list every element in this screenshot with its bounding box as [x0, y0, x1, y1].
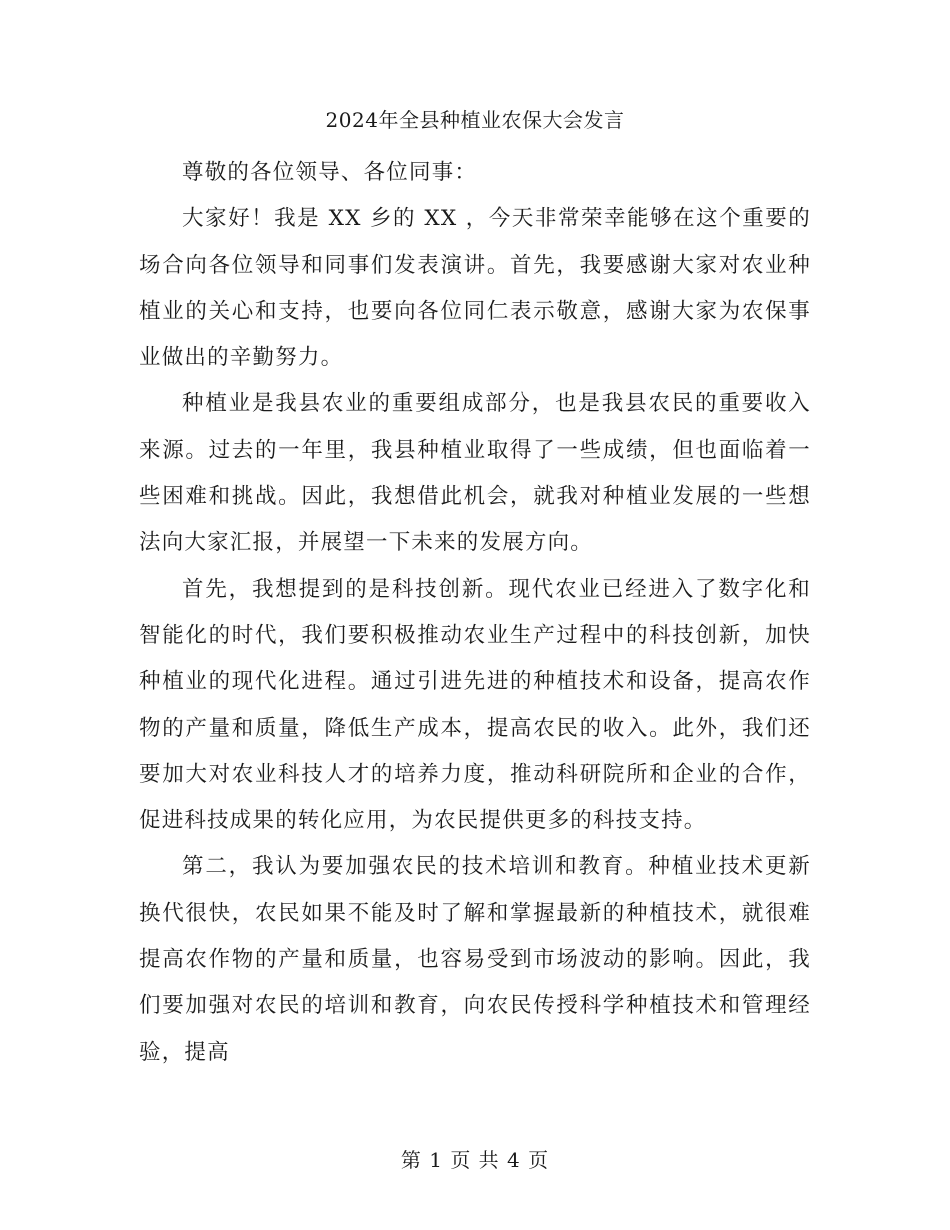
- paragraph-farmer-training: 第二，我认为要加强农民的技术培训和教育。种植业技术更新换代很快，农民如果不能及时了解和掌握最新的种植技术，就很难提高农作物的产量和质量，也容易受到市场波动的影响。因此，我们要加强对农民的培训和教育，向农民传授科学种植技术和管理经验，提高: [139, 854, 811, 1065]
- page-number-footer: 第 1 页 共 4 页: [400, 1148, 550, 1172]
- document-body: [139, 150, 811, 1076]
- document-title: 2024年全县种植业农保大会发言: [325, 108, 625, 132]
- paragraph-greeting: 大家好！我是 XX 乡的 XX ，今天非常荣幸能够在这个重要的场合向各位领导和同事们发表演讲。首先，我要感谢大家对农业种植业的关心和支持，也要向各位同仁表示敬意，感谢大家为农保事业做出的辛勤努力。: [139, 206, 811, 371]
- paragraph-planting-overview: 种植业是我县农业的重要组成部分，也是我县农民的重要收入来源。过去的一年里，我县种植业取得了一些成绩，但也面临着一些困难和挑战。因此，我想借此机会，就我对种植业发展的一些想法向大家汇报，并展望一下未来的发展方向。: [139, 391, 811, 556]
- paragraph-salutation: 尊敬的各位领导、各位同事：: [182, 160, 478, 185]
- paragraph-tech-innovation: 首先，我想提到的是科技创新。现代农业已经进入了数字化和智能化的时代，我们要积极推动农业生产过程中的科技创新，加快种植业的现代化进程。通过引进先进的种植技术和设备，提高农作物的产量和质量，降低生产成本，提高农民的收入。此外，我们还要加大对农业科技人才的培养力度，推动科研院所和企业的合作，促进科技成果的转化应用，为农民提供更多的科技支持。: [139, 576, 811, 834]
